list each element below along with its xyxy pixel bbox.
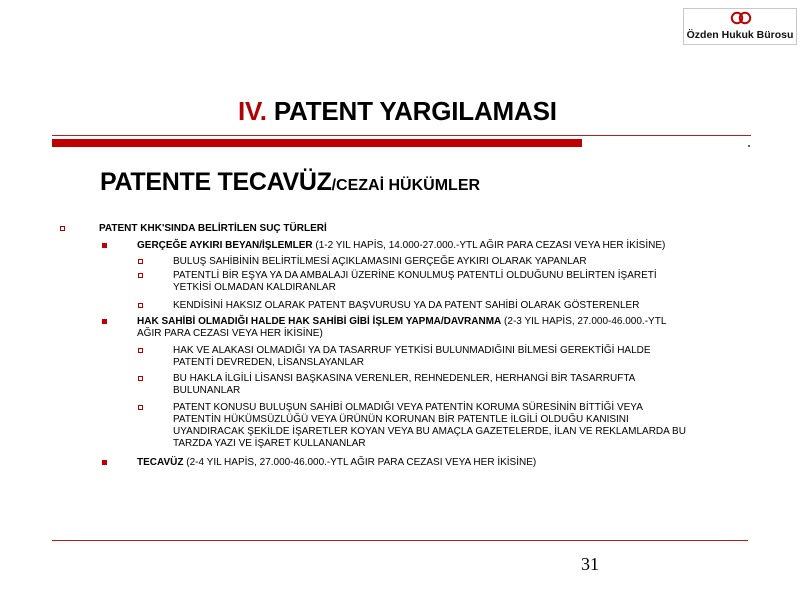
list-item-bold-text: TECAVÜZ (137, 457, 184, 468)
list-item (173, 270, 657, 294)
logo-text: Özden Hukuk Bürosu (686, 29, 794, 41)
page-number: 31 (581, 554, 599, 574)
list-item-text: (2-4 YIL HAPİS, 27.000-46.000.-YTL AĞIR PARA CEZASI VEYA HER İKİSİNE) (183, 457, 537, 468)
list-item (173, 256, 587, 268)
bullet-hollow-icon (60, 226, 65, 231)
list-item (137, 457, 536, 469)
bullet-hollow-icon (138, 273, 143, 278)
title-underline-bar (52, 139, 582, 147)
bullet-solid-icon (102, 460, 107, 465)
top-divider (52, 135, 751, 136)
list-item-text: (1-2 YIL HAPİS, 14.000-27.000.-YTL AĞIR PARA CEZASI VEYA HER İKİSİNE) (312, 240, 666, 251)
list-item-text: AĞIR PARA CEZASI VEYA HER İKİSİNE) (137, 328, 323, 339)
list-item-text: PATENT KONUSU BULUŞUN SAHİBİ OLMADIĞI VEYA PATENTİN KORUMA SÜRESİNİN BİTTİĞİ VEYA (173, 402, 643, 413)
decorative-dot (748, 145, 750, 147)
list-item-text: PATENTİ DEVREDEN, LİSANSLAYANLAR (173, 357, 364, 368)
list-item-text: TARZDA YAZI VE İŞARET KULLANANLAR (173, 438, 366, 449)
list-item-text: KENDİSİNİ HAKSIZ OLARAK PATENT BAŞVURUSU YA DA PATENT SAHİBİ OLARAK GÖSTERENLER (173, 300, 640, 311)
bullet-hollow-icon (138, 405, 143, 410)
section-title: PATENT YARGILAMASI (273, 96, 557, 126)
list-item (137, 240, 665, 252)
list-item-text: YETKİSİ OLMADAN KALDIRANLAR (173, 282, 336, 293)
list-item-text: UYANDIRACAK ŞEKİLDE İŞARETLER KOYAN VEYA BU AMAÇLA GAZETELERDE, İLAN VE REKLAMLARDA BU (173, 426, 686, 437)
bullet-hollow-icon (138, 376, 143, 381)
list-item-text: BULUNANLAR (173, 385, 241, 396)
bullet-solid-icon (102, 243, 107, 248)
bullet-hollow-icon (138, 259, 143, 264)
logo-rings-icon (730, 11, 752, 25)
list-item-text: BULUŞ SAHİBİNİN BELİRTİLMESİ AÇIKLAMASINI GERÇEĞE AYKIRI OLARAK YAPANLAR (173, 256, 587, 267)
list-item-text: BU HAKLA İLGİLİ LİSANSI BAŞKASINA VERENLER, REHNEDENLER, HERHANGİ BİR TASARRUFTA (173, 373, 636, 384)
bullet-hollow-icon (138, 303, 143, 308)
company-logo (683, 8, 797, 45)
list-item (137, 316, 666, 340)
bullet-solid-icon (102, 319, 107, 324)
list-item (99, 223, 327, 235)
list-item (173, 373, 635, 397)
bullet-hollow-icon (138, 348, 143, 353)
section-number: IV. (238, 96, 267, 126)
slide-title (238, 96, 557, 127)
subtitle-suffix: /CEZAİ HÜKÜMLER (331, 177, 481, 194)
slide-subtitle (100, 168, 480, 197)
list-item (173, 402, 686, 450)
list-item-text: HAK VE ALAKASI OLMADIĞI YA DA TASARRUF YETKİSİ BULUNMADIĞINI BİLMESİ GEREKTİĞİ HALDE (173, 345, 651, 356)
list-item-bold-text: HAK SAHİBİ OLMADIĞI HALDE HAK SAHİBİ GİBİ İŞLEM YAPMA/DAVRANMA (137, 316, 502, 327)
list-item-bold-text: PATENT KHK'SINDA BELİRTİLEN SUÇ TÜRLERİ (99, 223, 327, 234)
list-item (173, 300, 639, 312)
list-item-bold-text: GERÇEĞE AYKIRI BEYAN/İŞLEMLER (137, 240, 313, 251)
list-item-text: (2-3 YIL HAPİS, 27.000-46.000.-YTL (501, 316, 667, 327)
list-item-text: PATENTLİ BİR EŞYA YA DA AMBALAJI ÜZERİNE KONULMUŞ PATENTLİ OLDUĞUNU BELİRTEN İŞARETİ (173, 270, 657, 281)
footer-divider (52, 540, 748, 541)
list-item (173, 345, 651, 369)
list-item-text: PATENTİN HÜKÜMSÜZLÜĞÜ VEYA ÜRÜNÜN KORUNAN BİR PATENTLE İLGİLİ OLDUĞU KANISINI (173, 414, 629, 425)
subtitle-main: PATENTE TECAVÜZ (100, 168, 332, 196)
